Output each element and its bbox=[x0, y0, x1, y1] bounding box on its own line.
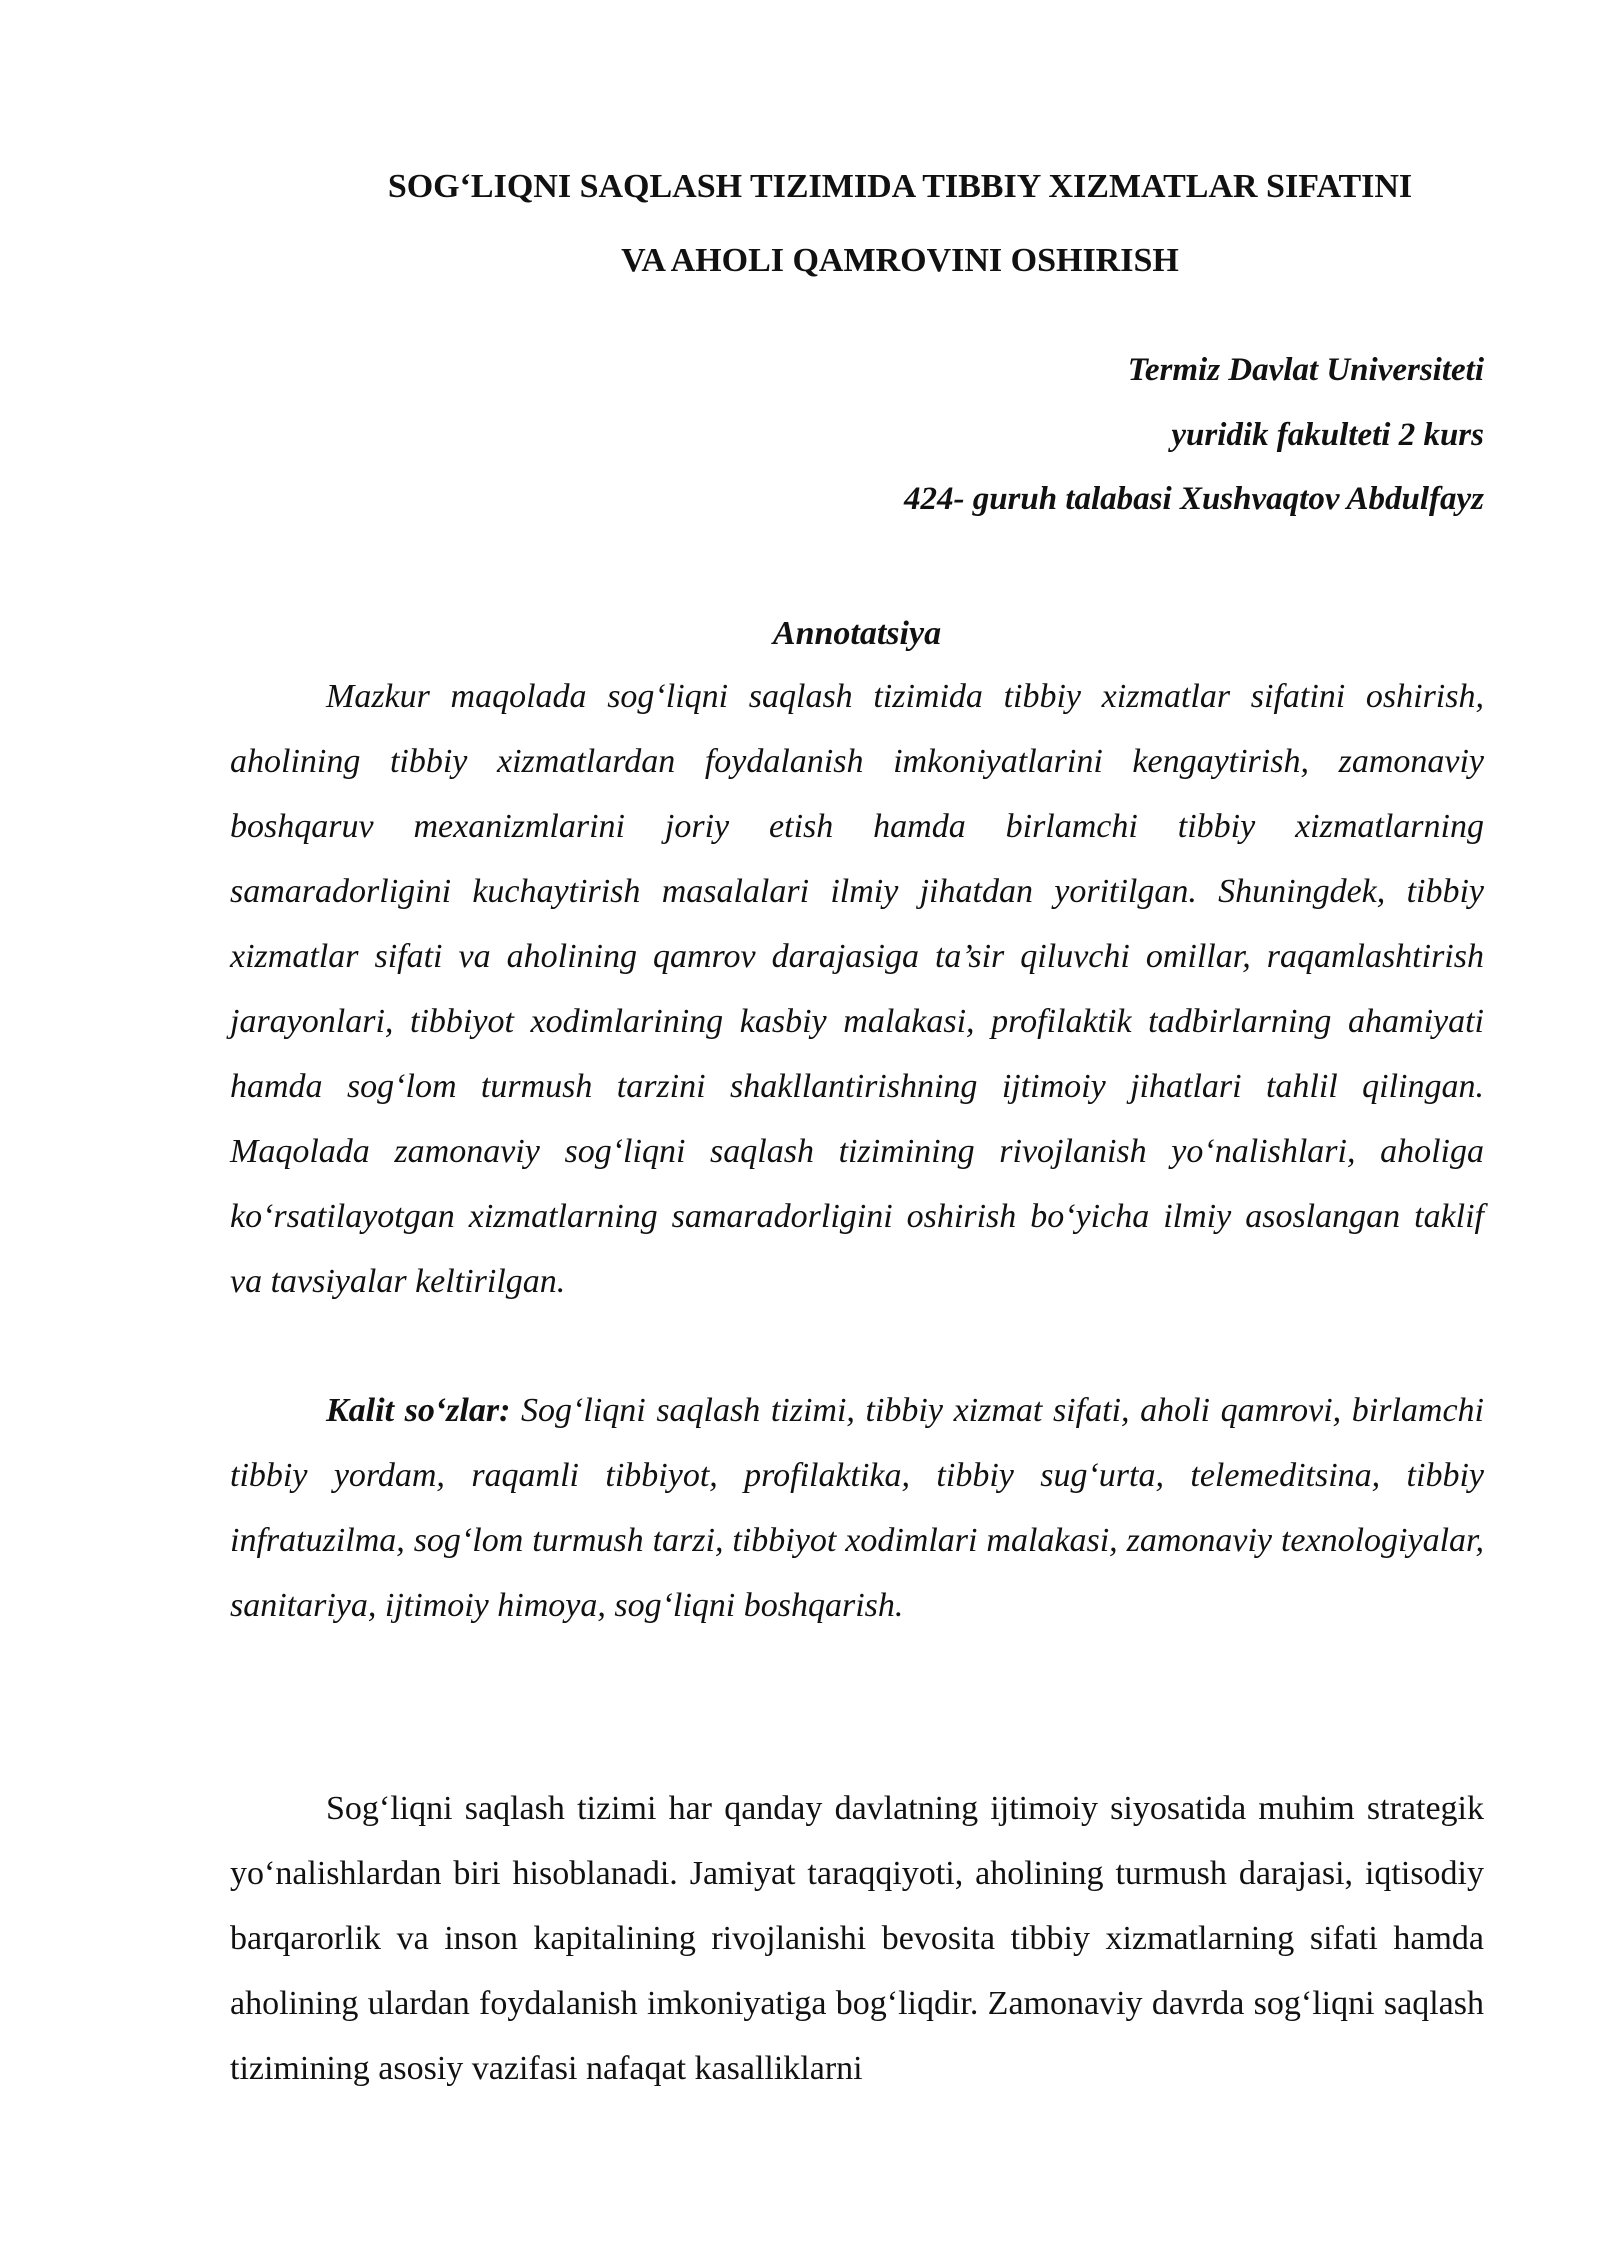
author-university: Termiz Davlat Universiteti bbox=[1127, 352, 1484, 388]
title-line-2: VA AHOLI QAMROVINI OSHIRISH bbox=[621, 242, 1179, 279]
author-faculty: yuridik fakulteti 2 kurs bbox=[1171, 416, 1484, 453]
body-paragraph: Sog‘liqni saqlash tizimi har qanday davlatning ijtimoiy siyosatida muhim strategik yo‘nalishlardan biri hisoblanadi. Jamiyat taraqqiyoti, aholining turmush darajasi, iqtisodiy barqarorlik va inson kapitalining rivojlanishi bevosita tibbiy xizmatlarning sifati hamda aholining ulardan foydalanish imkoniyatiga bog‘liqdir. Zamonaviy davrda sog‘liqni saqlash tizimining asosiy vazifasi nafaqat kasalliklarni bbox=[230, 1790, 1484, 2087]
keywords-text: Sog‘liqni saqlash tizimi, tibbiy xizmat sifati, aholi qamrovi, birlamchi tibbiy yordam, raqamli tibbiyot, profilaktika, tibbiy sug‘urta, telemeditsina, tibbiy infratuzilma, sog‘lom turmush tarzi, tibbiyot xodimlari malakasi, zamonaviy texnologiyalar, sanitariya, ijtimoiy himoya, sog‘liqni boshqarish. bbox=[230, 1392, 1484, 1624]
author-block bbox=[584, 338, 1484, 532]
keywords-paragraph bbox=[230, 1378, 1484, 1638]
annotation-text: Mazkur maqolada sog‘liqni saqlash tizimida tibbiy xizmatlar sifatini oshirish, aholining tibbiy xizmatlardan foydalanish imkoniyatlarini kengaytirish, zamonaviy boshqaruv mexanizmlarini joriy etish hamda birlamchi tibbiy xizmatlarning samaradorligini kuchaytirish masalalari ilmiy jihatdan yoritilgan. Shuningdek, tibbiy xizmatlar sifati va aholining qamrov darajasiga ta’sir qiluvchi omillar, raqamlashtirish jarayonlari, tibbiyot xodimlarining kasbiy malakasi, profilaktik tadbirlarning ahamiyati hamda sog‘lom turmush tarzini shakllantirishning ijtimoiy jihatlari tahlil qilingan. Maqolada zamonaviy sog‘liqni saqlash tizimining rivojlanish yo‘nalishlari, aholiga ko‘rsatilayotgan xizmatlarning samaradorligini oshirish bo‘yicha ilmiy asoslangan taklif va tavsiyalar keltirilgan. bbox=[230, 678, 1484, 1300]
author-name: 424- guruh talabasi Xushvaqtov Abdulfayz bbox=[903, 481, 1484, 517]
annotation-heading: Annotatsiya bbox=[772, 615, 942, 652]
keywords-label: Kalit so‘zlar: bbox=[326, 1392, 511, 1429]
title-line-1: SOG‘LIQNI SAQLASH TIZIMIDA TIBBIY XIZMATLAR SIFATINI bbox=[387, 168, 1413, 205]
article-title bbox=[330, 150, 1470, 298]
